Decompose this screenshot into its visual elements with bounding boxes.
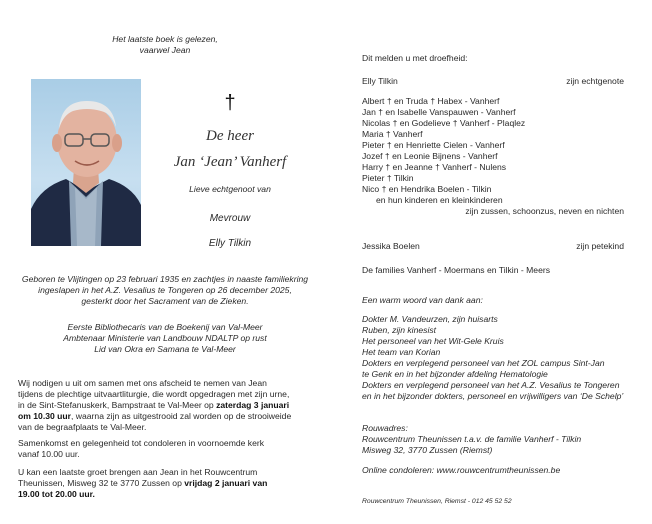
family-entry: Nicolas † en Godelieve † Vanherf - Plaqlez: [362, 118, 526, 128]
family-entry: Harry † en Jeanne † Vanherf - Nulens: [362, 162, 507, 172]
invitation-line: tijdens de plechtige uitvaartliturgie, die wordt opgedragen met zijn urne,: [18, 389, 290, 399]
birth-text: [0, 274, 330, 307]
thanks-list: [362, 314, 642, 402]
online-condolence-link[interactable]: Online condoleren: www.rouwcentrumtheunissen.be: [362, 465, 561, 475]
family-entry: Pieter † Tilkin: [362, 173, 414, 183]
relation-label: zijn petekind: [576, 241, 624, 251]
family-entry: Jozef † en Leonie Bijnens - Vanherf: [362, 151, 498, 161]
funeral-date: zaterdag 3 januari: [216, 400, 290, 410]
roles: [0, 322, 330, 355]
cross-icon: †: [224, 92, 236, 114]
motto-line: vaarwel Jean: [139, 45, 191, 55]
farewell-line: Theunissen, Misweg 32 te 3770 Zussen op: [18, 478, 185, 488]
motto-line: Het laatste boek is gelezen,: [112, 34, 218, 44]
motto: [90, 34, 240, 56]
invitation-line: van de begraafplaats te Val-Meer.: [18, 422, 147, 432]
birth-line: ingeslapen in het A.Z. Vesalius te Tongeren op 26 december 2025,: [38, 285, 292, 295]
role-line: Eerste Bibliothecaris van de Boekenij van Val-Meer: [67, 322, 263, 332]
rouwadres-block: [362, 423, 581, 456]
announce: Dit melden u met droefheid:: [362, 53, 468, 63]
rouwadres-line: Rouwcentrum Theunissen t.a.v. de familie Vanherf - Tilkin: [362, 434, 582, 444]
family-entry: Albert † en Truda † Habex - Vanherf: [362, 96, 500, 106]
thanks-entry: Ruben, zijn kinesist: [362, 325, 437, 335]
thanks-entry: Dokters en verplegend personeel van het ZOL campus Sint-Jan: [362, 358, 605, 368]
thanks-entry: Dokters en verplegend personeel van het A.Z. Vesalius te Tongeren: [362, 380, 620, 390]
condolence-line: Samenkomst en gelegenheid tot condoleren in voornoemde kerk: [18, 438, 265, 448]
thanks-entry: Het team van Korian: [362, 347, 441, 357]
spouse-intro: Lieve echtgenoot van: [189, 184, 271, 194]
invitation-line: Wij nodigen u uit om samen met ons afscheid te nemen van Jean: [18, 378, 267, 388]
relation-label: zijn zussen, schoonzus, neven en nichten: [465, 206, 624, 216]
farewell-line: U kan een laatste groet brengen aan Jean in het Rouwcentrum: [18, 467, 258, 477]
condolence-line: vanaf 10.00 uur.: [18, 449, 80, 459]
family-entry: Pieter † en Henriette Cielen - Vanherf: [362, 140, 505, 150]
family-entry: Jan † en Isabelle Vanspauwen - Vanherf: [362, 107, 516, 117]
portrait-photo: [31, 79, 141, 246]
invitation-line: in de Sint-Stefanuskerk, Bampstraat te Val-Meer op: [18, 400, 217, 410]
rouwadres-line: Misweg 32, 3770 Zussen (Riemst): [362, 445, 493, 455]
spouse-name: Elly Tilkin: [208, 238, 252, 249]
thanks-entry: te Genk en in het bijzonder afdeling Hematologie: [362, 369, 548, 379]
family-list: [362, 96, 624, 217]
family-entry: Nico † en Hendrika Boelen - Tilkin: [362, 184, 492, 194]
relation-label: zijn echtgenote: [566, 76, 624, 86]
footer: Rouwcentrum Theunissen, Riemst - 012 45 52 52: [362, 498, 512, 505]
families-line: De families Vanherf - Moermans en Tilkin - Meers: [362, 265, 551, 275]
family-children: en hun kinderen en kleinkinderen: [376, 195, 503, 205]
birth-line: Geboren te Vlijtingen op 23 februari 1935 en zachtjes in naaste familiekring: [21, 274, 309, 284]
rouwadres-label: Rouwadres:: [362, 423, 408, 433]
thanks-entry: Dokter M. Vandeurzen, zijn huisarts: [362, 314, 498, 324]
farewell-time: 19.00 tot 20.00 uur.: [18, 489, 95, 499]
condolence-paragraph: [18, 438, 318, 460]
invitation-line: , waarna zijn as uitgestrooid zal worden op de strooiweide: [71, 411, 292, 421]
invitation-paragraph: [18, 378, 318, 433]
relative-name: Elly Tilkin: [362, 76, 398, 86]
spouse-prefix: Mevrouw: [209, 213, 251, 224]
godchild-row: [362, 241, 624, 252]
birth-line: gesterkt door het Sacrament van de Zieken.: [81, 296, 249, 306]
thanks-title: Een warm woord van dank aan:: [362, 295, 483, 305]
deceased-name: Jan ‘Jean’ Vanherf: [173, 154, 287, 170]
spouse-row: [362, 76, 624, 87]
title-prefix: De heer: [206, 128, 254, 144]
funeral-time: om 10.30 uur: [18, 411, 72, 421]
thanks-entry: Het personeel van het Wit-Gele Kruis: [362, 336, 504, 346]
relative-name: Jessika Boelen: [362, 241, 420, 251]
family-entry: Maria † Vanherf: [362, 129, 423, 139]
farewell-date: vrijdag 2 januari van: [184, 478, 268, 488]
role-line: Lid van Okra en Samana te Val-Meer: [94, 344, 236, 354]
role-line: Ambtenaar Ministerie van Landbouw NDALTP op rust: [63, 333, 267, 343]
farewell-paragraph: [18, 467, 318, 500]
thanks-entry: en in het bijzonder dokters, personeel en vrijwilligers van ‘De Schelp’: [362, 391, 624, 401]
